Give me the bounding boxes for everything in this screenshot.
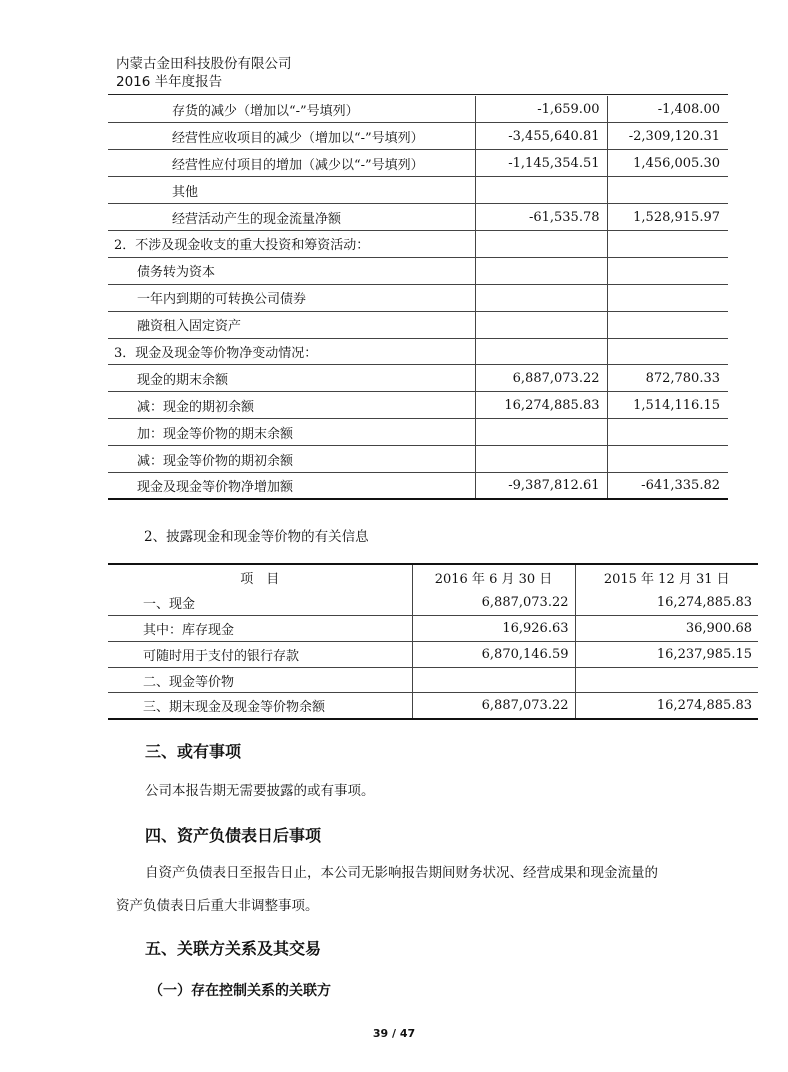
table-row [108,230,728,257]
section-body-contingencies: 公司本报告期无需要披露的或有事项。 [145,783,375,799]
table-row [108,392,728,419]
table-row [108,616,758,642]
table-row [108,338,728,365]
current-period-value: -61,535.78 [475,204,607,231]
table-row [108,204,728,231]
current-period-value [475,284,607,311]
table-row [108,419,728,446]
prior-period-value [607,338,728,365]
item-label: 可随时用于支付的银行存款 [108,641,412,667]
prior-period-value: -641,335.82 [607,472,728,499]
table-row [108,667,758,693]
table-row [108,311,728,338]
current-period-value [475,177,607,204]
row-label: 现金的期末余额 [108,365,475,392]
row-label: 现金及现金等价物净增加额 [108,472,475,499]
current-period-value: -1,145,354.51 [475,150,607,177]
current-period-value: -3,455,640.81 [475,123,607,150]
value-2015: 16,274,885.83 [656,698,752,714]
table-row [108,96,728,123]
column-header-item: 项 目 [108,564,412,590]
row-label: 减：现金等价物的期初余额 [108,446,475,473]
column-header-2015: 2015 年 12 月 31 日 [603,571,730,587]
subsection-title-controlling-parties: （一）存在控制关系的关联方 [149,983,331,999]
prior-period-value [607,257,728,284]
prior-period-value [607,419,728,446]
current-period-value: -9,387,812.61 [475,472,607,499]
table-row [108,641,758,667]
section-body-subsequent-events-line2: 资产负债表日后重大非调整事项。 [116,898,319,914]
value-2016: 6,887,073.22 [412,693,575,719]
value-2016: 16,926.63 [412,616,575,642]
section-title-related-parties: 五、关联方关系及其交易 [145,939,322,958]
value-2015: 16,274,885.83 [575,590,758,616]
current-period-value: 16,274,885.83 [475,392,607,419]
prior-period-value [607,311,728,338]
prior-period-value: 1,514,116.15 [607,392,728,419]
value-2016 [412,667,575,693]
section-body-subsequent-events-line1: 自资产负债表日至报告日止，本公司无影响报告期间财务状况、经营成果和现金流量的 [145,865,658,881]
row-label: 存货的减少（增加以“-”号填列） [108,96,475,123]
section-title-contingencies: 三、或有事项 [145,742,242,761]
current-period-value: 6,887,073.22 [475,365,607,392]
row-label: 经营性应付项目的增加（减少以“-”号填列） [108,150,475,177]
column-header-2016: 2016 年 6 月 30 日 [412,564,575,590]
prior-period-value [607,230,728,257]
table-row [108,177,728,204]
current-period-value [475,419,607,446]
current-period-value [475,230,607,257]
row-label: 一年内到期的可转换公司债券 [108,284,475,311]
item-label: 二、现金等价物 [108,667,412,693]
table-header-row [108,564,758,590]
section-title-subsequent-events: 四、资产负债表日后事项 [145,826,322,845]
value-2015 [575,667,758,693]
item-label: 三、期末现金及现金等价物余额 [108,693,412,719]
value-2016: 6,870,146.59 [412,641,575,667]
table-row [108,284,728,311]
item-label: 其中：库存现金 [108,616,412,642]
cashflow-supplement-table [108,96,728,500]
current-period-value [475,257,607,284]
current-period-value [475,311,607,338]
prior-period-value: -2,309,120.31 [607,123,728,150]
row-label: 3．现金及现金等价物净变动情况： [108,338,475,365]
prior-period-value: 1,528,915.97 [607,204,728,231]
table-row [108,123,728,150]
page-number: 39 / 47 [372,1027,416,1040]
prior-period-value [607,446,728,473]
value-2015: 36,900.68 [575,616,758,642]
prior-period-value [607,284,728,311]
prior-period-value: -1,408.00 [607,96,728,123]
row-label: 债务转为资本 [108,257,475,284]
row-label: 其他 [108,177,475,204]
table-row [108,446,728,473]
item-label: 一、现金 [108,590,412,616]
note-cash-equivalents-title: 2、披露现金和现金等价物的有关信息 [144,529,369,545]
table-row [108,472,728,499]
header-divider [108,94,728,95]
table-row [108,257,728,284]
table-row [108,590,758,616]
cash-equivalents-table [108,563,758,720]
row-label: 经营活动产生的现金流量净额 [108,204,475,231]
current-period-value: -1,659.00 [475,96,607,123]
table-row [108,365,728,392]
company-name: 内蒙古金田科技股份有限公司 [116,56,292,72]
report-title: 2016 半年度报告 [116,74,223,90]
row-label: 减：现金的期初余额 [108,392,475,419]
row-label: 经营性应收项目的减少（增加以“-”号填列） [108,123,475,150]
row-label: 融资租入固定资产 [108,311,475,338]
row-label: 2．不涉及现金收支的重大投资和筹资活动： [108,230,475,257]
prior-period-value: 872,780.33 [607,365,728,392]
prior-period-value [607,177,728,204]
current-period-value [475,338,607,365]
table-row [108,150,728,177]
row-label: 加：现金等价物的期末余额 [108,419,475,446]
prior-period-value: 1,456,005.30 [607,150,728,177]
table-row [108,693,758,719]
current-period-value [475,446,607,473]
value-2015: 16,237,985.15 [575,641,758,667]
value-2016: 6,887,073.22 [412,590,575,616]
